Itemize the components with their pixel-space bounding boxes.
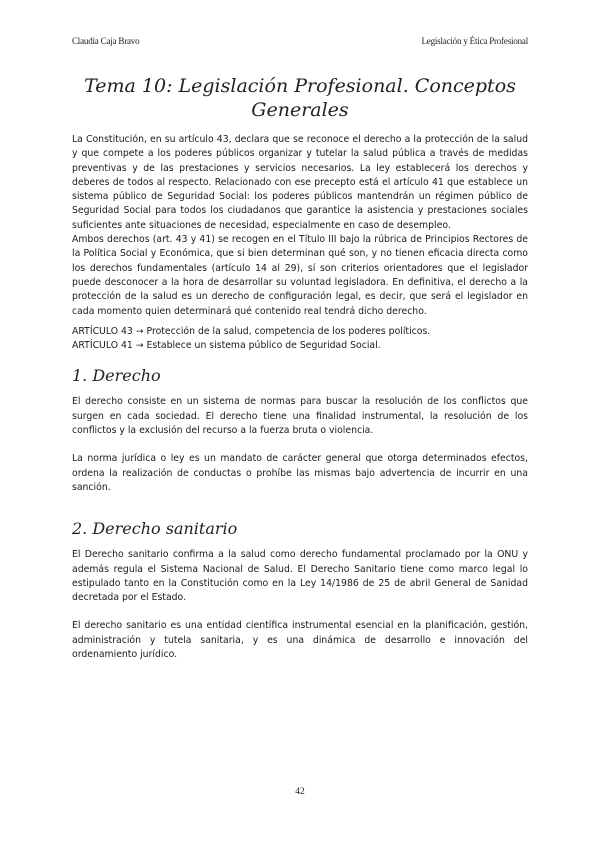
- page-number: 42: [295, 787, 305, 797]
- page-header: [72, 36, 528, 50]
- intro-paragraph-1: La Constitución, en su artículo 43, declara que se reconoce el derecho a la protección de la salud y que compete a los poderes públicos organizar y tutelar la salud pública a través de medidas preventivas y de las prestaciones y servicios necesarios. La ley establecerá los derechos y deberes de todos al respecto. Relacionado con ese precepto está el artículo 41 que establece un sistema público de Seguridad Social: los poderes públicos mantendrán un régimen público de Seguridad Social para todos los ciudadanos que garantice la asistencia y prestaciones sociales suficientes ante situaciones de necesidad, especialmente en caso de desempleo.: [72, 134, 528, 231]
- article-41-note: ARTÍCULO 41 → Establece un sistema público de Seguridad Social.: [72, 340, 381, 352]
- article-43-note: ARTÍCULO 43 → Protección de la salud, competencia de los poderes políticos.: [72, 325, 431, 337]
- intro-paragraph-2: Ambos derechos (art. 43 y 41) se recogen en el Título III bajo la rúbrica de Principios Rectores de la Política Social y Económica, que si bien determinan qué son, y no tienen eficacia directa como los derechos fundamentales (artículo 14 al 29), sí son criterios orientadores que el legislador puede desconocer a la hora de desarrollar su voluntad legisladora. En definitiva, el derecho a la protección de la salud es un derecho de configuración legal, es decir, que será el legislador en cada momento quien determinará qué contenido real tendrá dicho derecho.: [72, 234, 528, 317]
- header-subject: Legislación y Ética Profesional: [421, 36, 528, 46]
- header-author: Claudia Caja Bravo: [72, 36, 140, 46]
- section-heading-derecho-sanitario: 2. Derecho sanitario: [72, 519, 238, 539]
- section-1-paragraph-1: El derecho consiste en un sistema de normas para buscar la resolución de los conflictos que surgen en cada sociedad. El derecho tiene una finalidad instrumental, la resolución de los conflictos y la exclusión del recurso a la fuerza bruta o violencia.: [72, 396, 528, 437]
- page-title: Tema 10: Legislación Profesional. Conceptos Generales: [84, 75, 516, 121]
- section-2-paragraph-1: El Derecho sanitario confirma a la salud como derecho fundamental proclamado por la ONU y además regula el Sistema Nacional de Salud. El Derecho Sanitario tiene como marco legal lo estipulado tanto en la Constitución como en la Ley 14/1986 de 25 de abril General de Sanidad decretada por el Estado.: [72, 549, 528, 604]
- section-2-paragraph-2: El derecho sanitario es una entidad científica instrumental esencial en la planificación, gestión, administración y tutela sanitaria, y es una dinámica de desarrollo e innovación del ordenamiento jurídico.: [72, 620, 540, 661]
- section-1-paragraph-2: La norma jurídica o ley es un mandato de carácter general que otorga determinados efectos, ordena la realización de conductas o prohíbe las mismas bajo advertencia de incurrir en una sanción.: [72, 453, 528, 493]
- document-body: [72, 133, 540, 662]
- section-heading-derecho: 1. Derecho: [72, 366, 161, 386]
